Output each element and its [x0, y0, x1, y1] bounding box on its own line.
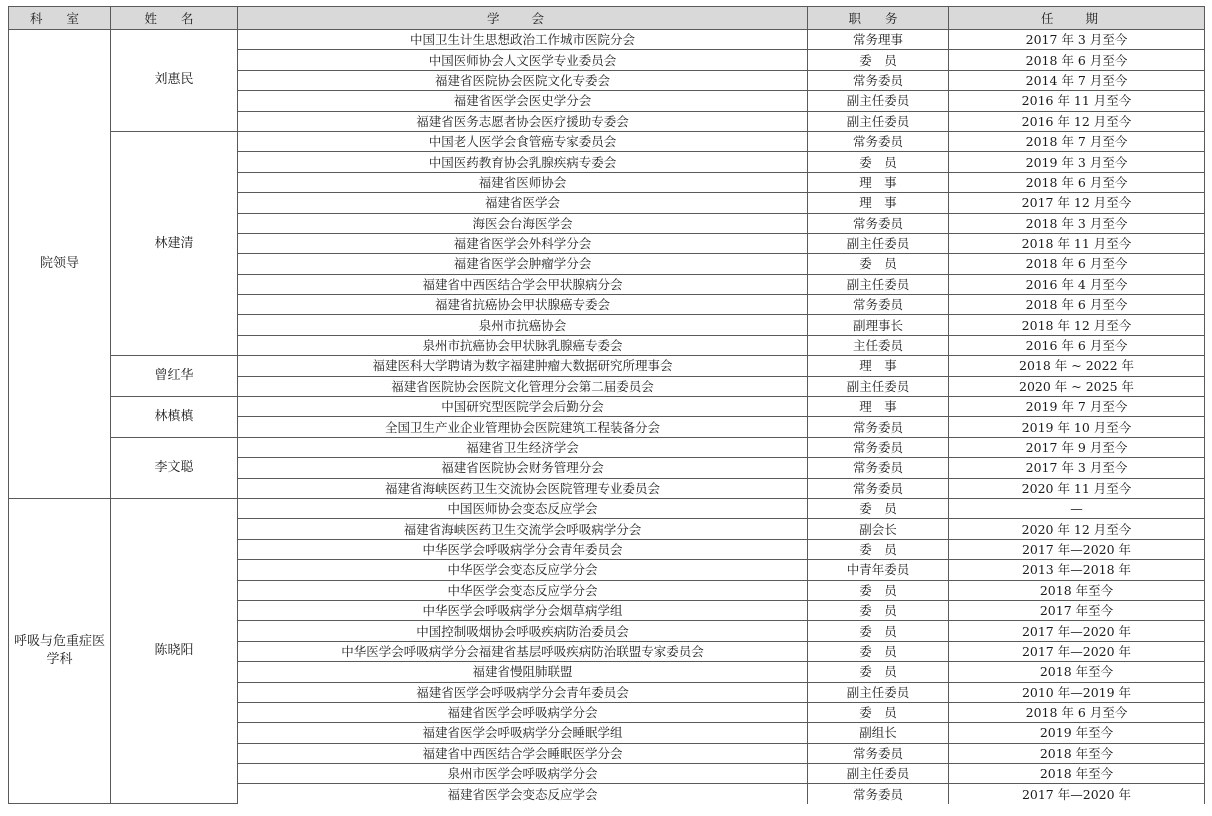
position-cell: 理 事	[808, 397, 949, 417]
society-cell: 福建省医学会医史学分会	[238, 91, 808, 111]
term-cell: 2017 年 3 月至今	[949, 30, 1205, 50]
term-cell: 2018 年至今	[949, 764, 1205, 784]
table-row	[9, 30, 1205, 50]
term-cell: 2018 年 ~ 2022 年	[949, 356, 1205, 376]
society-cell: 中华医学会呼吸病学分会福建省基层呼吸疾病防治联盟专家委员会	[238, 641, 808, 661]
dept-cell: 呼吸与危重症医学科	[9, 498, 111, 803]
society-cell: 福建省医院协会医院文化管理分会第二届委员会	[238, 376, 808, 396]
term-cell: 2018 年 12 月至今	[949, 315, 1205, 335]
term-cell: —	[949, 498, 1205, 518]
committee-membership-table	[8, 6, 1205, 804]
position-cell: 副理事长	[808, 315, 949, 335]
position-cell: 常务委员	[808, 478, 949, 498]
term-cell: 2018 年至今	[949, 743, 1205, 763]
position-cell: 副会长	[808, 519, 949, 539]
term-cell: 2017 年 3 月至今	[949, 458, 1205, 478]
term-cell: 2017 年—2020 年	[949, 621, 1205, 641]
person-name-cell: 李文聪	[111, 437, 238, 498]
society-cell: 福建省医师协会	[238, 172, 808, 192]
dept-cell: 院领导	[9, 30, 111, 499]
person-name-cell: 林建清	[111, 131, 238, 355]
position-cell: 常务委员	[808, 213, 949, 233]
position-cell: 常务委员	[808, 70, 949, 90]
society-cell: 中国医药教育协会乳腺疾病专委会	[238, 152, 808, 172]
table-row	[9, 356, 1205, 376]
header-society: 学 会	[238, 7, 808, 30]
position-cell: 副主任委员	[808, 274, 949, 294]
position-cell: 常务委员	[808, 458, 949, 478]
header-term: 任 期	[949, 7, 1205, 30]
term-cell: 2020 年 12 月至今	[949, 519, 1205, 539]
position-cell: 委 员	[808, 621, 949, 641]
society-cell: 中华医学会呼吸病学分会烟草病学组	[238, 600, 808, 620]
society-cell: 泉州市抗癌协会甲状脉乳腺癌专委会	[238, 335, 808, 355]
term-cell: 2013 年—2018 年	[949, 560, 1205, 580]
society-cell: 中国控制吸烟协会呼吸疾病防治委员会	[238, 621, 808, 641]
society-cell: 福建省医院协会医院文化专委会	[238, 70, 808, 90]
society-cell: 福建医科大学聘请为数字福建肿瘤大数据研究所理事会	[238, 356, 808, 376]
society-cell: 福建省抗癌协会甲状腺癌专委会	[238, 295, 808, 315]
table-header-row	[9, 7, 1205, 30]
table-body	[9, 30, 1205, 804]
term-cell: 2016 年 12 月至今	[949, 111, 1205, 131]
society-cell: 福建省医学会呼吸病学分会睡眠学组	[238, 723, 808, 743]
society-cell: 福建省海峡医药卫生交流协会医院管理专业委员会	[238, 478, 808, 498]
society-cell: 福建省卫生经济学会	[238, 437, 808, 457]
term-cell: 2019 年 3 月至今	[949, 152, 1205, 172]
position-cell: 常务委员	[808, 437, 949, 457]
position-cell: 委 员	[808, 641, 949, 661]
table-row	[9, 498, 1205, 518]
term-cell: 2017 年—2020 年	[949, 641, 1205, 661]
term-cell: 2018 年 6 月至今	[949, 254, 1205, 274]
term-cell: 2017 年—2020 年	[949, 539, 1205, 559]
society-cell: 全国卫生产业企业管理协会医院建筑工程装备分会	[238, 417, 808, 437]
position-cell: 理 事	[808, 172, 949, 192]
society-cell: 中国医师协会人文医学专业委员会	[238, 50, 808, 70]
table-row	[9, 397, 1205, 417]
society-cell: 中国医师协会变态反应学会	[238, 498, 808, 518]
society-cell: 泉州市医学会呼吸病学分会	[238, 764, 808, 784]
term-cell: 2014 年 7 月至今	[949, 70, 1205, 90]
society-cell: 福建省医学会呼吸病学分会青年委员会	[238, 682, 808, 702]
position-cell: 中青年委员	[808, 560, 949, 580]
position-cell: 委 员	[808, 600, 949, 620]
position-cell: 理 事	[808, 193, 949, 213]
term-cell: 2018 年 11 月至今	[949, 233, 1205, 253]
table-row	[9, 437, 1205, 457]
person-name-cell: 陈晓阳	[111, 498, 238, 803]
position-cell: 副主任委员	[808, 682, 949, 702]
society-cell: 福建省中西医结合学会甲状腺病分会	[238, 274, 808, 294]
society-cell: 福建省医务志愿者协会医疗援助专委会	[238, 111, 808, 131]
position-cell: 委 员	[808, 539, 949, 559]
position-cell: 委 员	[808, 702, 949, 722]
position-cell: 副组长	[808, 723, 949, 743]
term-cell: 2018 年至今	[949, 662, 1205, 682]
term-cell: 2017 年—2020 年	[949, 784, 1205, 804]
term-cell: 2019 年 10 月至今	[949, 417, 1205, 437]
person-name-cell: 刘惠民	[111, 30, 238, 132]
term-cell: 2018 年 6 月至今	[949, 702, 1205, 722]
position-cell: 常务委员	[808, 784, 949, 804]
society-cell: 中国老人医学会食管癌专家委员会	[238, 131, 808, 151]
term-cell: 2019 年 7 月至今	[949, 397, 1205, 417]
position-cell: 常务理事	[808, 30, 949, 50]
position-cell: 主任委员	[808, 335, 949, 355]
position-cell: 委 员	[808, 254, 949, 274]
society-cell: 福建省中西医结合学会睡眠医学分会	[238, 743, 808, 763]
term-cell: 2020 年 11 月至今	[949, 478, 1205, 498]
term-cell: 2018 年 6 月至今	[949, 50, 1205, 70]
society-cell: 福建省医学会外科学分会	[238, 233, 808, 253]
table-row	[9, 131, 1205, 151]
society-cell: 中国研究型医院学会后勤分会	[238, 397, 808, 417]
term-cell: 2018 年 3 月至今	[949, 213, 1205, 233]
society-cell: 中华医学会呼吸病学分会青年委员会	[238, 539, 808, 559]
position-cell: 副主任委员	[808, 376, 949, 396]
society-cell: 福建省医学会呼吸病学分会	[238, 702, 808, 722]
society-cell: 福建省海峡医药卫生交流学会呼吸病学分会	[238, 519, 808, 539]
person-name-cell: 林槙槙	[111, 397, 238, 438]
position-cell: 委 员	[808, 498, 949, 518]
society-cell: 福建省医学会肿瘤学分会	[238, 254, 808, 274]
society-cell: 福建省慢阻肺联盟	[238, 662, 808, 682]
society-cell: 福建省医院协会财务管理分会	[238, 458, 808, 478]
committee-table-wrapper	[8, 6, 1204, 804]
society-cell: 中国卫生计生思想政治工作城市医院分会	[238, 30, 808, 50]
header-dept: 科 室	[9, 7, 111, 30]
society-cell: 海医会台海医学会	[238, 213, 808, 233]
term-cell: 2016 年 6 月至今	[949, 335, 1205, 355]
position-cell: 常务委员	[808, 295, 949, 315]
position-cell: 委 员	[808, 662, 949, 682]
term-cell: 2020 年 ~ 2025 年	[949, 376, 1205, 396]
society-cell: 泉州市抗癌协会	[238, 315, 808, 335]
position-cell: 委 员	[808, 152, 949, 172]
position-cell: 理 事	[808, 356, 949, 376]
position-cell: 副主任委员	[808, 764, 949, 784]
term-cell: 2019 年至今	[949, 723, 1205, 743]
position-cell: 副主任委员	[808, 91, 949, 111]
term-cell: 2017 年至今	[949, 600, 1205, 620]
term-cell: 2018 年 6 月至今	[949, 295, 1205, 315]
society-cell: 中华医学会变态反应学分会	[238, 560, 808, 580]
term-cell: 2018 年 6 月至今	[949, 172, 1205, 192]
society-cell: 中华医学会变态反应学分会	[238, 580, 808, 600]
term-cell: 2018 年至今	[949, 580, 1205, 600]
position-cell: 常务委员	[808, 417, 949, 437]
header-position: 职 务	[808, 7, 949, 30]
position-cell: 委 员	[808, 580, 949, 600]
term-cell: 2017 年 12 月至今	[949, 193, 1205, 213]
term-cell: 2010 年—2019 年	[949, 682, 1205, 702]
position-cell: 副主任委员	[808, 111, 949, 131]
person-name-cell: 曾红华	[111, 356, 238, 397]
position-cell: 常务委员	[808, 743, 949, 763]
term-cell: 2017 年 9 月至今	[949, 437, 1205, 457]
term-cell: 2018 年 7 月至今	[949, 131, 1205, 151]
position-cell: 委 员	[808, 50, 949, 70]
term-cell: 2016 年 11 月至今	[949, 91, 1205, 111]
position-cell: 副主任委员	[808, 233, 949, 253]
term-cell: 2016 年 4 月至今	[949, 274, 1205, 294]
position-cell: 常务委员	[808, 131, 949, 151]
header-name: 姓 名	[111, 7, 238, 30]
society-cell: 福建省医学会变态反应学会	[238, 784, 808, 804]
society-cell: 福建省医学会	[238, 193, 808, 213]
